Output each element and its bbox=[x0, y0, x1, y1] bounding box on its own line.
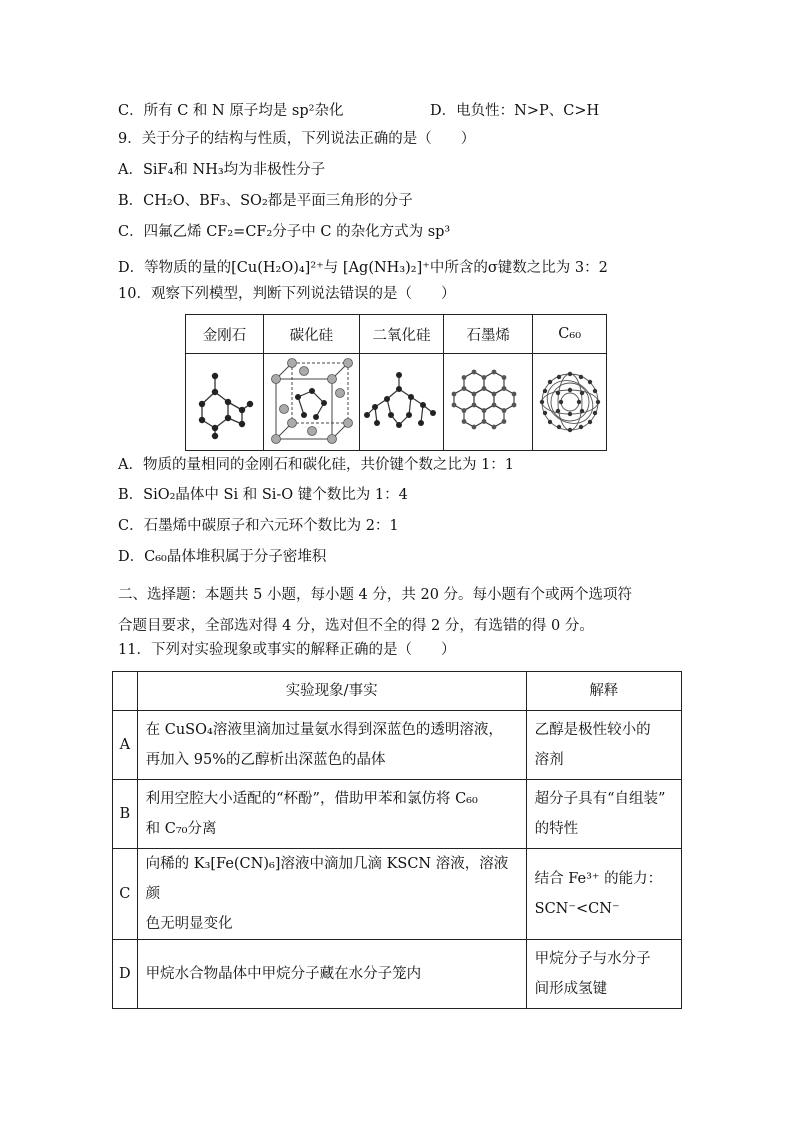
fact-cell: 利用空腔大小适配的“杯酚”，借助甲苯和氯仿将 C₆₀ 和 C₇₀分离 bbox=[137, 780, 526, 849]
explanation-cell: 甲烷分子与水分子 间形成氢键 bbox=[526, 940, 681, 1009]
q11-stem: 11．下列对实验现象或事实的解释正确的是（ ） bbox=[118, 642, 456, 658]
model-name: 石墨烯 bbox=[444, 315, 533, 354]
silicon-carbide-model-icon bbox=[264, 354, 360, 451]
fact-cell: 在 CuSO₄溶液里滴加过量氨水得到深蓝色的透明溶液， 再加入 95%的乙醇析出深蓝色的晶体 bbox=[137, 711, 526, 780]
q10-option-d: D．C₆₀晶体堆积属于分子密堆积 bbox=[118, 549, 327, 565]
table-header bbox=[113, 672, 138, 711]
table-row bbox=[113, 849, 682, 940]
q10-stem: 10．观察下列模型，判断下列说法错误的是（ ） bbox=[118, 286, 456, 302]
diamond-model-icon bbox=[186, 354, 264, 451]
q10-option-c: C．石墨烯中碳原子和六元环个数比为 2：1 bbox=[118, 518, 399, 534]
table-row bbox=[113, 780, 682, 849]
explanation-cell: 超分子具有“自组装” 的特性 bbox=[526, 780, 681, 849]
q9-stem: 9．关于分子的结构与性质，下列说法正确的是（ ） bbox=[118, 131, 476, 147]
q8-option-d: D．电负性：N>P、C>H bbox=[430, 103, 600, 119]
q8-option-c: C．所有 C 和 N 原子均是 sp²杂化 bbox=[118, 103, 344, 119]
q10-option-a: A．物质的量相同的金刚石和碳化硅，共价键个数之比为 1：1 bbox=[118, 457, 515, 473]
crystal-models-table bbox=[185, 314, 607, 451]
table-row bbox=[113, 940, 682, 1009]
row-label: C bbox=[113, 849, 138, 940]
silica-model-icon bbox=[359, 354, 444, 451]
model-name: 碳化硅 bbox=[264, 315, 360, 354]
section2-instructions-line1: 二、选择题：本题共 5 小题，每小题 4 分，共 20 分。每小题有个或两个选项符 bbox=[118, 587, 633, 603]
row-label: D bbox=[113, 940, 138, 1009]
q9-option-a: A．SiF₄和 NH₃均为非极性分子 bbox=[118, 162, 326, 178]
c60-model-icon bbox=[533, 354, 607, 451]
model-name: 金刚石 bbox=[186, 315, 264, 354]
explanation-cell: 乙醇是极性较小的 溶剂 bbox=[526, 711, 681, 780]
q9-option-c: C．四氟乙烯 CF₂=CF₂分子中 C 的杂化方式为 sp³ bbox=[118, 224, 451, 240]
q9-option-d: D．等物质的量的[Cu(H₂O)₄]²⁺与 [Ag(NH₃)₂]⁺中所含的σ键数之比为 3：2 bbox=[118, 260, 608, 276]
table-row bbox=[113, 711, 682, 780]
graphene-model-icon bbox=[444, 354, 533, 451]
fact-cell: 甲烷水合物晶体中甲烷分子藏在水分子笼内 bbox=[137, 940, 526, 1009]
model-name: 二氧化硅 bbox=[359, 315, 444, 354]
explanation-cell: 结合 Fe³⁺ 的能力： SCN⁻<CN⁻ bbox=[526, 849, 681, 940]
section2-instructions-line2: 合题目要求，全部选对得 4 分，选对但不全的得 2 分，有选错的得 0 分。 bbox=[118, 618, 594, 634]
fact-cell: 向稀的 K₃[Fe(CN)₆]溶液中滴加几滴 KSCN 溶液，溶液颜 色无明显变化 bbox=[137, 849, 526, 940]
table-header: 解释 bbox=[526, 672, 681, 711]
model-name: C₆₀ bbox=[533, 315, 607, 354]
q11-table bbox=[112, 671, 682, 1009]
table-header: 实验现象/事实 bbox=[137, 672, 526, 711]
row-label: B bbox=[113, 780, 138, 849]
q9-option-b: B．CH₂O、BF₃、SO₂都是平面三角形的分子 bbox=[118, 193, 413, 209]
row-label: A bbox=[113, 711, 138, 780]
q10-option-b: B．SiO₂晶体中 Si 和 Si-O 键个数比为 1：4 bbox=[118, 487, 408, 503]
